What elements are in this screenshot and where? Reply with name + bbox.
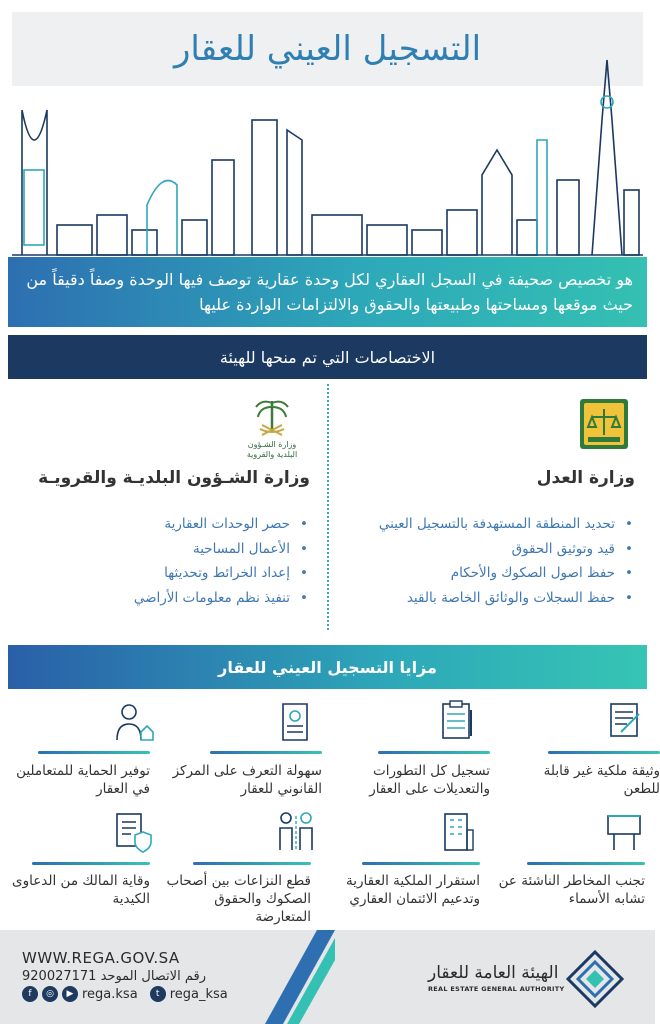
building-icon: [437, 810, 477, 854]
checklist-icon: [437, 700, 477, 744]
list-item: • قيد وتوثيق الحقوق: [335, 537, 635, 562]
document-shield-icon: [113, 810, 153, 854]
page-title: التسجيل العيني للعقار: [173, 29, 482, 69]
facebook-icon[interactable]: f: [22, 986, 38, 1002]
benefit-underline: [210, 751, 322, 754]
city-skyline-illustration: [12, 20, 643, 265]
moj-logo-icon: [578, 395, 630, 453]
momra-title: وزارة الشـؤون البلديـة والقرويـة: [38, 468, 310, 488]
twitter-icon[interactable]: t: [150, 986, 166, 1002]
footer-stripe: [265, 930, 335, 1024]
benefit-text: سهولة التعرف على المركز القانوني للعقار: [172, 763, 322, 797]
benefit-text: وقاية المالك من الدعاوى الكيدية: [12, 873, 150, 907]
phone-number: رقم الاتصال الموحد 920027171: [22, 969, 206, 984]
benefit-underline: [548, 751, 660, 754]
list-item: • إعداد الخرائط وتحديثها: [20, 561, 310, 586]
list-item: • حصر الوحدات العقارية: [20, 512, 310, 537]
benefit-text: استقرار الملكية العقارية وتدعيم الائتمان العقاري: [345, 873, 480, 907]
benefit-text: قطع النزاعات بين أصحاب الصكوك والحقوق المتعارضة: [166, 873, 311, 925]
benefit-underline: [362, 862, 480, 865]
list-item: • تنفيذ نظم معلومات الأراضي: [20, 586, 310, 611]
list-item: • حفظ اصول الصكوك والأحكام: [335, 561, 635, 586]
momra-logo-text-line1: وزارة الشـؤون: [247, 440, 297, 449]
rega-logo-icon: [566, 950, 624, 1008]
benefit-text: تجنب المخاطر الناشئة عن تشابه الأسماء: [498, 873, 645, 907]
momra-logo-text-line2: البلدية والقروية: [246, 450, 298, 459]
dotted-divider: [327, 384, 329, 630]
benefits-heading: مزايا التسجيل العيني للعقار: [8, 645, 647, 689]
sign-board-icon: [604, 810, 644, 854]
social-handle-2[interactable]: rega_ksa: [169, 986, 228, 1002]
person-house-icon: [113, 700, 153, 744]
benefit-underline: [378, 751, 490, 754]
momra-list: [20, 512, 310, 610]
benefit-underline: [38, 751, 150, 754]
moj-list: [335, 512, 635, 610]
moj-title: وزارة العدل: [536, 468, 635, 488]
moj-section: [335, 468, 635, 610]
social-links: [22, 986, 228, 1002]
social-handle-1[interactable]: rega.ksa: [82, 986, 138, 1002]
list-item: • تحديد المنطقة المستهدفة بالتسجيل العيني: [335, 512, 635, 537]
intro-banner: هو تخصيص صحيفة في السجل العقاري لكل وحدة عقارية توصف فيها الوحدة وصفاً دقيقاً من حيث موقعها ومساحتها وطبيعتها والحقوق والالتزامات الواردة عليها: [8, 257, 647, 327]
people-dispute-icon: [276, 810, 316, 854]
benefit-underline: [527, 862, 645, 865]
website-link[interactable]: WWW.REGA.GOV.SA: [22, 949, 180, 967]
document-sign-icon: [605, 700, 645, 744]
instagram-icon[interactable]: ◎: [42, 986, 58, 1002]
momra-section: [20, 468, 310, 610]
benefit-underline: [32, 862, 150, 865]
momra-logo-text: [232, 440, 312, 460]
list-item: • حفظ السجلات والوثائق الخاصة بالقيد: [335, 586, 635, 611]
benefit-underline: [193, 862, 311, 865]
certificate-icon: [275, 700, 315, 744]
benefit-text: تسجيل كل التطورات والتعديلات على العقار: [369, 763, 490, 797]
benefit-text: توفير الحماية للمتعاملين في العقار: [16, 763, 150, 797]
list-item: • الأعمال المساحية: [20, 537, 310, 562]
authority-name-english: REAL ESTATE GENERAL AUTHORITY: [428, 985, 565, 993]
authority-name-arabic: الهيئة العامة للعقار: [428, 963, 559, 983]
benefit-text: وثيقة ملكية غير قابلة للطعن: [543, 763, 660, 797]
youtube-icon[interactable]: ▶: [62, 986, 78, 1002]
powers-heading: الاختصاصات التي تم منحها للهيئة: [8, 335, 647, 379]
